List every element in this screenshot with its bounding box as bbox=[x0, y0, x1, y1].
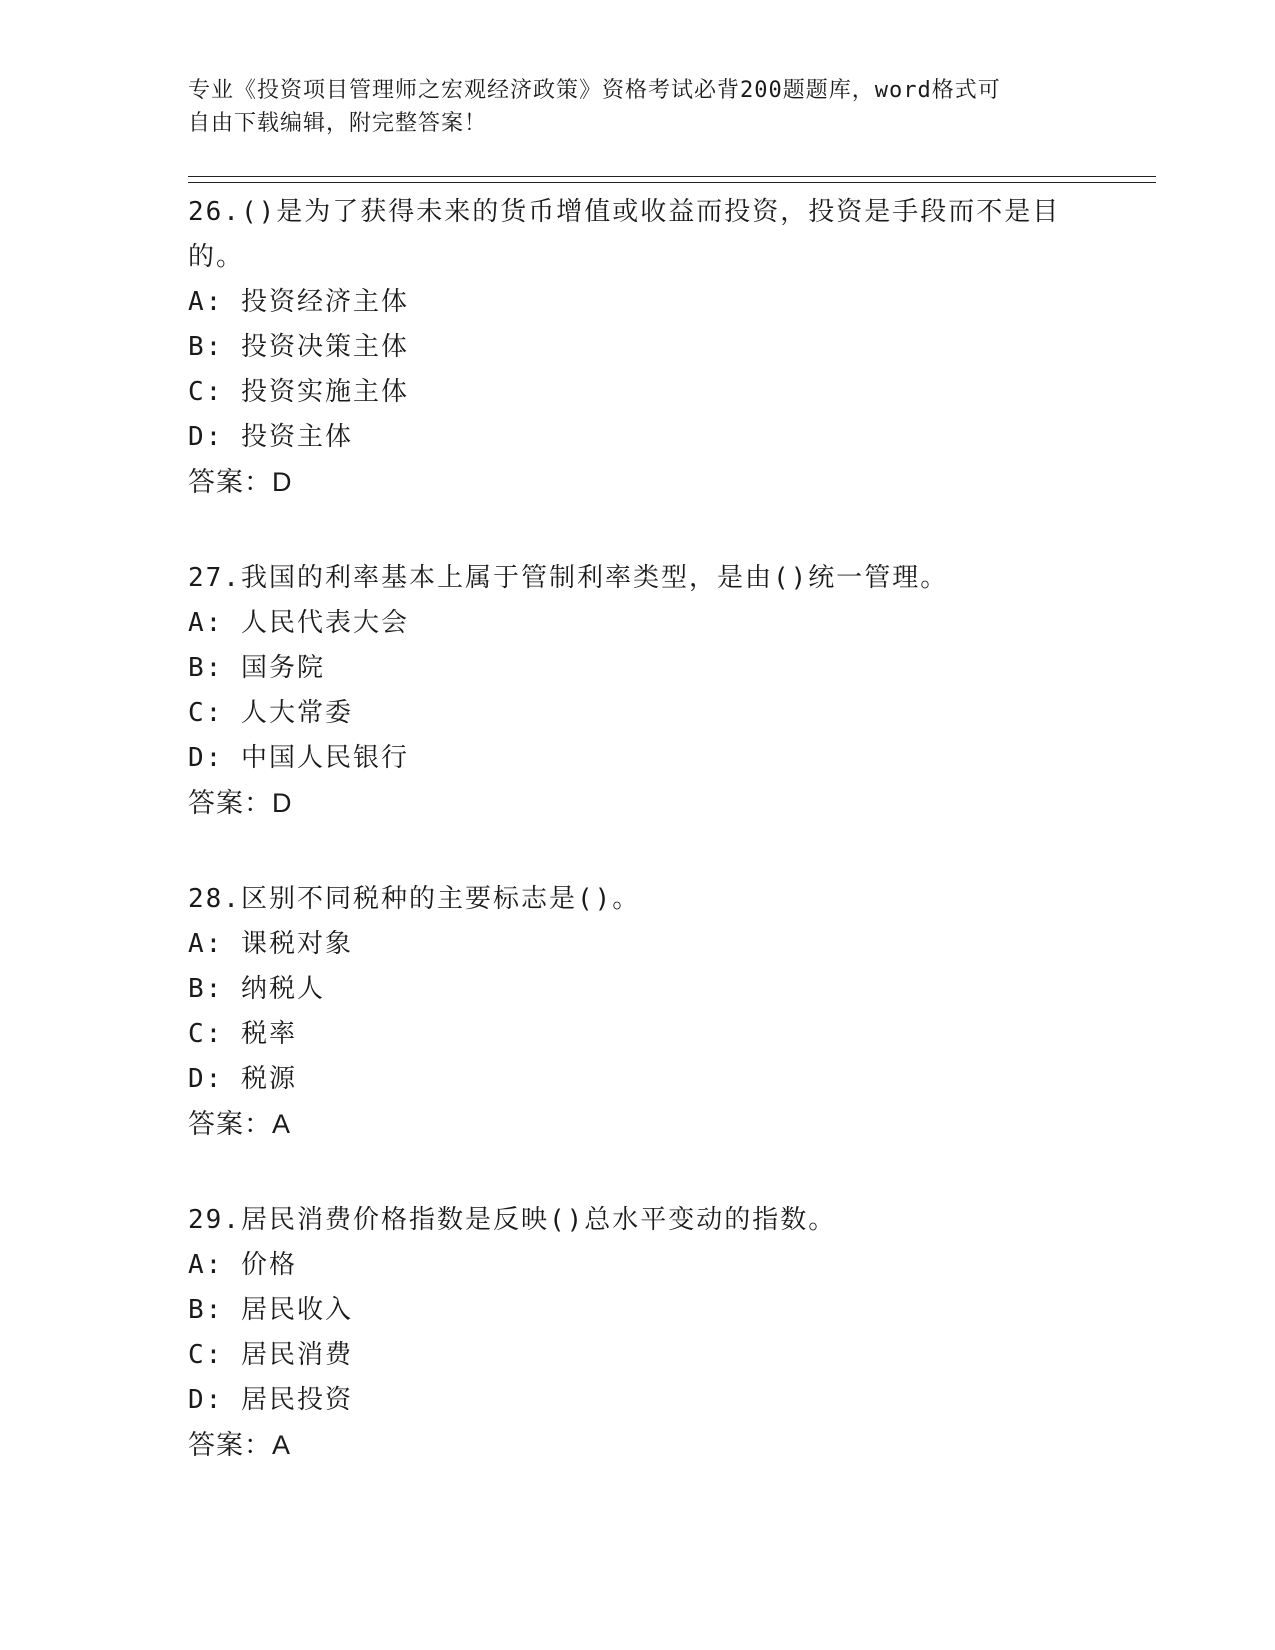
question-list bbox=[188, 190, 1088, 1519]
option-a: A: 人民代表大会 bbox=[188, 608, 409, 638]
option-a: A: 课税对象 bbox=[188, 929, 353, 959]
question-26 bbox=[188, 190, 1088, 505]
option-d: D: 居民投资 bbox=[188, 1385, 353, 1415]
question-29 bbox=[188, 1198, 1088, 1468]
option-d: D: 税源 bbox=[188, 1064, 297, 1094]
question-27 bbox=[188, 556, 1088, 826]
option-a: A: 投资经济主体 bbox=[188, 287, 409, 317]
answer: 答案：A bbox=[188, 1109, 292, 1139]
question-stem: 26.()是为了获得未来的货币增值或收益而投资，投资是手段而不是目 bbox=[188, 197, 1061, 227]
document-header bbox=[188, 74, 1088, 140]
option-b: B: 国务院 bbox=[188, 653, 325, 683]
option-c: C: 居民消费 bbox=[188, 1340, 353, 1370]
question-28 bbox=[188, 877, 1088, 1147]
option-c: C: 人大常委 bbox=[188, 698, 353, 728]
header-divider-top bbox=[188, 176, 1156, 177]
question-stem: 27.我国的利率基本上属于管制利率类型，是由()统一管理。 bbox=[188, 563, 949, 593]
option-a: A: 价格 bbox=[188, 1250, 297, 1280]
header-line-1: 专业《投资项目管理师之宏观经济政策》资格考试必背200题题库，word格式可 bbox=[188, 78, 1001, 103]
header-divider-bottom bbox=[188, 182, 1156, 183]
option-d: D: 中国人民银行 bbox=[188, 743, 409, 773]
option-b: B: 居民收入 bbox=[188, 1295, 353, 1325]
header-line-2: 自由下载编辑，附完整答案！ bbox=[188, 111, 488, 136]
answer: 答案：D bbox=[188, 788, 293, 818]
question-stem-continued: 的。 bbox=[188, 242, 245, 272]
answer: 答案：A bbox=[188, 1430, 292, 1460]
option-c: C: 投资实施主体 bbox=[188, 377, 409, 407]
question-stem: 28.区别不同税种的主要标志是()。 bbox=[188, 884, 641, 914]
answer: 答案：D bbox=[188, 467, 293, 497]
question-stem: 29.居民消费价格指数是反映()总水平变动的指数。 bbox=[188, 1205, 837, 1235]
option-b: B: 投资决策主体 bbox=[188, 332, 409, 362]
option-c: C: 税率 bbox=[188, 1019, 297, 1049]
option-d: D: 投资主体 bbox=[188, 422, 353, 452]
option-b: B: 纳税人 bbox=[188, 974, 325, 1004]
